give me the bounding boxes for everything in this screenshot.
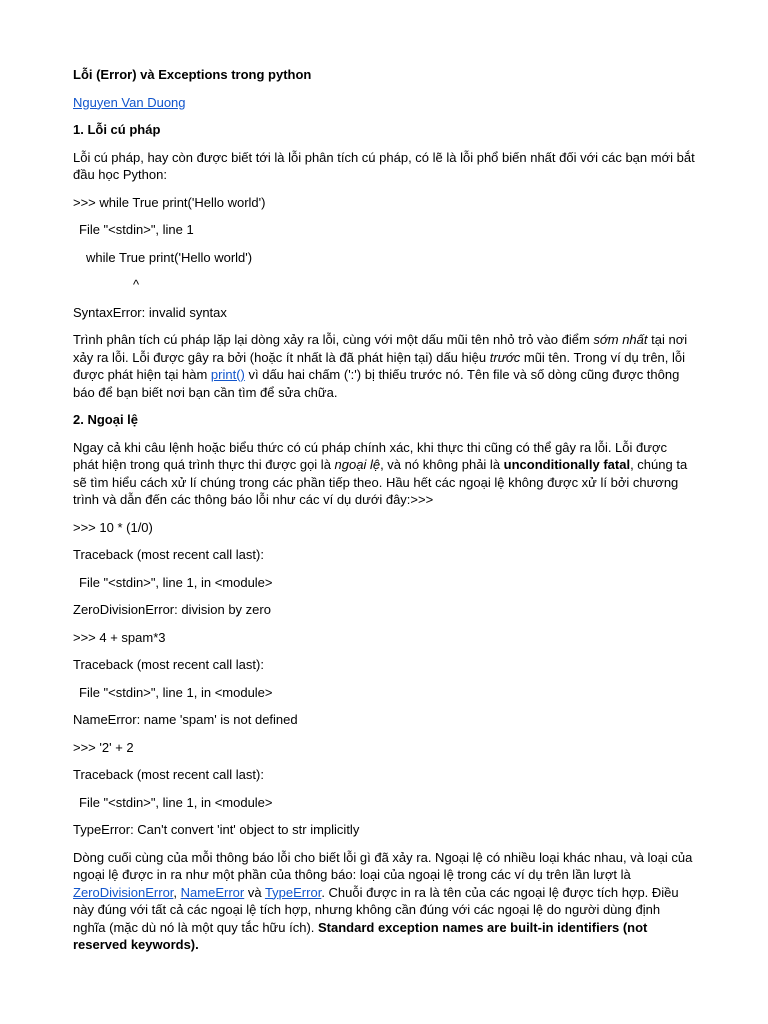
section2-closing: [73, 849, 695, 954]
section1-heading: 1. Lỗi cú pháp: [73, 122, 161, 137]
example-line: >>> 4 + spam*3: [73, 629, 166, 645]
document-title: Lỗi (Error) và Exceptions trong python: [73, 67, 312, 82]
example-line: File "<stdin>", line 1, in <module>: [79, 684, 273, 700]
code-caret: ^: [133, 277, 140, 292]
code-line-5: SyntaxError: invalid syntax: [73, 304, 227, 320]
code-line-1: >>> while True print('Hello world'): [73, 194, 266, 210]
closing-text-1: Dòng cuối cùng của mỗi thông báo lỗi cho biết lỗi gì đã xảy ra. Ngoại lệ có nhiều loại khác nhau, và loại của ngoại lệ được in ra như một phần của thông báo: loại của ngoại lệ trong các ví dụ trên lần lượt là: [73, 849, 693, 882]
example-line: TypeError: Can't convert 'int' object to str implicitly: [73, 822, 360, 837]
section1-intro: Lỗi cú pháp, hay còn được biết tới là lỗi phân tích cú pháp, có lẽ là lỗi phổ biến nhất đối với các bạn mới bắt đầu học Python:: [73, 149, 695, 182]
example-line: Traceback (most recent call last):: [73, 547, 264, 562]
explain-text-1: Trình phân tích cú pháp lặp lại dòng xảy ra lỗi, cùng với một dấu mũi tên nhỏ trỏ vào điểm: [73, 332, 594, 347]
code-line-3: while True print('Hello world'): [86, 249, 253, 265]
section1-explanation: [73, 331, 695, 401]
intro-bold: unconditionally fatal: [503, 457, 631, 472]
section2-heading: 2. Ngoại lệ: [73, 412, 139, 427]
explain-emphasis-2: trước: [489, 349, 521, 365]
intro-text-3: , chúng ta sẽ tìm hiểu cách xử lí chúng trong các phần tiếp theo. Hầu hết các ngoại lệ không được xử lí bởi chương trình và dẫn đến các thông báo lỗi như các ví dụ dưới đây:>>>: [73, 457, 688, 507]
intro-emphasis: ngoại lệ: [334, 457, 381, 472]
example-line: >>> '2' + 2: [73, 739, 134, 755]
closing-separator-2: và: [244, 884, 265, 900]
example-line: File "<stdin>", line 1, in <module>: [79, 794, 273, 810]
intro-text-1: Ngay cả khi câu lệnh hoặc biểu thức có cú pháp chính xác, khi thực thi cũng có thể gây ra lỗi. Lỗi được phát hiện trong quá trình thực thi được gọi là: [73, 439, 667, 472]
zerodivisionerror-link[interactable]: ZeroDivisionError: [73, 884, 174, 900]
closing-separator-1: ,: [173, 884, 181, 900]
explain-text-2: tại nơi xảy ra lỗi. Lỗi được gây ra bởi (hoặc ít nhất là đã phát hiện tại) dấu hiệu: [73, 332, 688, 365]
author-paragraph: [73, 94, 695, 112]
document-page: [73, 66, 695, 964]
explain-emphasis-1: sớm nhất: [593, 332, 648, 347]
intro-text-2: , và nó không phải là: [380, 457, 504, 472]
print-function-link[interactable]: print(): [210, 367, 245, 382]
explain-text-4: vì dấu hai chấm (':') bị thiếu trước nó. Tên file và số dòng cũng được thông báo để bạn biết nơi bạn cần tìm để sửa chữa.: [73, 367, 680, 400]
example-line: Traceback (most recent call last):: [73, 657, 264, 672]
example-line: >>> 10 * (1/0): [73, 519, 153, 535]
example-line: NameError: name 'spam' is not defined: [73, 712, 298, 727]
example-line: File "<stdin>", line 1, in <module>: [79, 574, 273, 590]
closing-bold: Standard exception names are built-in identifiers (not reserved keywords).: [73, 919, 648, 952]
section2-intro: [73, 439, 695, 509]
nameerror-link[interactable]: NameError: [180, 884, 245, 900]
author-link[interactable]: Nguyen Van Duong: [73, 94, 186, 110]
example-line: ZeroDivisionError: division by zero: [73, 602, 271, 617]
example-line: Traceback (most recent call last):: [73, 767, 264, 782]
code-line-2: File "<stdin>", line 1: [79, 222, 194, 237]
closing-text-2: . Chuỗi được in ra là tên của các ngoại lệ được tích hợp. Điều này đúng với tất cả các ngoại lệ tích hợp, nhưng không cần đúng với các ngoại lệ do người dùng định nghĩa (mặc dù nó là một quy tắc hữu ích).: [73, 884, 679, 935]
typeerror-link[interactable]: TypeError: [264, 884, 322, 900]
explain-text-3: mũi tên. Trong ví dụ trên, lỗi được phát hiện tại hàm: [73, 349, 686, 382]
